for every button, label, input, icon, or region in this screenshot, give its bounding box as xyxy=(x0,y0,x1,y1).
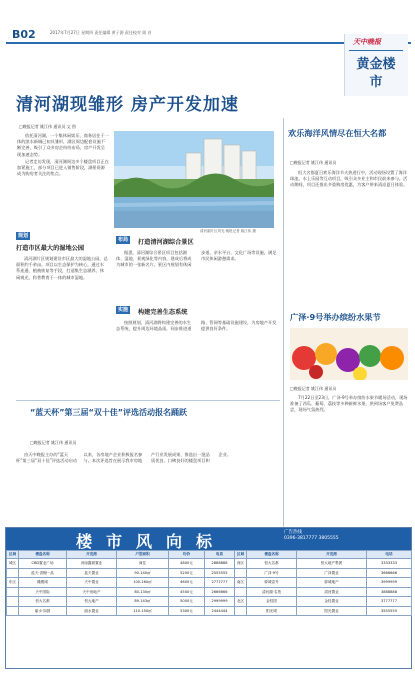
table-cell: 4800元 xyxy=(169,559,205,569)
implement-paragraph: 按照规划，清河湖将构建完善的水生态系统，提升周边环境品质，同步推进道路、管网等基础设施建设，为房地产开发提供良好条件。 xyxy=(116,320,277,332)
issue-meta: 2017年7月27日 星期四 责任编辑 黄子源 责任校对 阅 音 xyxy=(50,30,152,35)
market-ad xyxy=(5,527,412,669)
table-cell: 丽水·如园 xyxy=(19,606,67,616)
ad-phone-label: 广告热线 xyxy=(284,530,302,535)
main-byline: □晚报记者 姚江伟 通讯员 文 图 xyxy=(19,124,76,129)
table-cell: 4600元 xyxy=(169,578,205,588)
plan-paragraph: 清河湖片区规划建设市区最大的湿地公园，总面积约千余亩。项目以生态保护为核心，通过水系连通、植被恢复等手段，打造集生态涵养、休闲观光、科普教育于一体的城市湿地。 xyxy=(16,256,108,280)
table-cell: 90-140㎡ xyxy=(117,568,169,578)
table-cell: 2888888 xyxy=(205,559,235,569)
table-cell: 东区 xyxy=(7,578,19,588)
table-cell: 广泽置业 xyxy=(297,568,367,578)
table-header-cell: 电话 xyxy=(367,551,412,559)
lead-paragraph: 记者走访发现，清河湖周边多个楼盘项目正在加紧施工，部分项目已进入销售阶段，湖景资源成为购房者关注的焦点。 xyxy=(17,158,109,177)
table-cell: 2999999 xyxy=(205,597,235,607)
table-cell xyxy=(235,568,247,578)
ad-phone-block xyxy=(284,530,339,542)
table-cell: 阳光置业 xyxy=(297,606,367,616)
right-story2-text xyxy=(290,395,408,525)
table-cell: 2777777 xyxy=(205,578,235,588)
right-story1-byline: □晚报记者 姚江伟 通讯员 xyxy=(290,160,337,165)
table-cell: 5300元 xyxy=(169,606,205,616)
table-cell: 80-130㎡ xyxy=(117,587,169,597)
table-header-cell: 区域 xyxy=(7,551,19,559)
table-cell: 天中国际 xyxy=(19,587,67,597)
table-cell: 橄榄城 xyxy=(19,578,67,588)
main-headline: 清河湖现雏形 房产开发加速 xyxy=(16,95,239,115)
table-header-cell: 楼盘名称 xyxy=(19,551,67,559)
newspaper-logo: 天中晚报 xyxy=(353,37,381,46)
lake-photo xyxy=(114,131,274,228)
table-row xyxy=(7,606,412,616)
table-row xyxy=(7,568,412,578)
table-cell xyxy=(7,597,19,607)
brand-divider xyxy=(349,50,403,51)
table-cell: 3333333 xyxy=(367,559,412,569)
table-row xyxy=(7,559,412,569)
table-cell: 丽水置业 xyxy=(67,606,117,616)
right-story1-text xyxy=(290,170,408,280)
table-cell: 4500元 xyxy=(169,587,205,597)
table-cell xyxy=(7,568,19,578)
table-cell: 城区 xyxy=(7,559,19,569)
page-code: B02 xyxy=(12,28,36,41)
section-brand xyxy=(344,34,408,96)
table-cell: 阳光城 xyxy=(247,606,297,616)
table-header-cell: 户型面积 xyxy=(117,551,169,559)
right-story1-title: 欢乐海洋风情尽在恒大名都 xyxy=(288,128,387,138)
table-cell: 恒大地产 xyxy=(67,597,117,607)
table-cell: 驿城壹号 xyxy=(247,578,297,588)
column-divider xyxy=(283,118,284,554)
story1-paragraph: 恒大名都夏日欢乐海洋节火热进行中，活动现场设置了海洋球池、水上乐园等互动项目，吸引众多业主和市民前来参与。活动期间，项目还推出多重购房优惠，为客户带来清凉夏日体验。 xyxy=(290,170,408,188)
table-header-row xyxy=(7,551,412,559)
table-cell: 金桂置业 xyxy=(297,597,367,607)
table-cell: 驿城地产 xyxy=(297,578,367,588)
table-cell: 3777777 xyxy=(367,597,412,607)
lead-paragraph: 依托清河湖，一个集休闲娱乐、商务居住于一体的滨水新城已初具雏形，湖区周边配套设施不断完善，吸引了众多房企纷纷布局，房产开发呈现加速态势。 xyxy=(17,133,109,157)
table-cell: 5000元 xyxy=(169,597,205,607)
table-cell: 南区 xyxy=(235,578,247,588)
table-cell: 5200元 xyxy=(169,568,205,578)
ad-phone: 0396-3817777 3805555 xyxy=(284,536,339,541)
table-body xyxy=(7,559,412,616)
table-header-cell: 开发商 xyxy=(297,551,367,559)
table-cell: 恒大名都 xyxy=(247,559,297,569)
bottom-paragraph: 由天中晚报主办的“蓝天杯”第三届“双十佳”评选活动启动以来，各房地产企业积极报名参与。本次评选旨在展示我市房地产行业发展成果，推选出一批品质优良、口碑良好的楼盘项目和企业。 xyxy=(16,452,232,464)
table-cell: 恒大地产集团 xyxy=(297,559,367,569)
table-cell: 89-143㎡ xyxy=(117,597,169,607)
table-cell: 广泽·9号 xyxy=(247,568,297,578)
section-tag-implement: 实施 xyxy=(118,307,129,313)
ad-banner xyxy=(6,528,411,550)
table-cell: 100-160㎡ xyxy=(117,578,169,588)
table-cell: 3888888 xyxy=(367,587,412,597)
table-cell: 恒大名都 xyxy=(19,597,67,607)
fruit-photo xyxy=(290,328,408,380)
table-cell: 蓝天置业 xyxy=(67,568,117,578)
story2-paragraph: 7月22日至23日，广泽·9号举办缤纷水果节暖场活动，现场准备了西瓜、葡萄、荔枝等多种新鲜水果，供到场客户免费品尝，现场气氛热烈。 xyxy=(290,395,408,413)
table-cell xyxy=(7,606,19,616)
table-row xyxy=(7,578,412,588)
section-tag-layout: 布局 xyxy=(118,237,129,243)
table-cell: 2555555 xyxy=(205,568,235,578)
table-cell: 3666666 xyxy=(367,568,412,578)
right-story2-title: 广泽·9号举办缤纷水果节 xyxy=(290,312,381,322)
table-cell: 金桂园 xyxy=(247,597,297,607)
bottom-divider xyxy=(16,400,280,401)
table-cell: CBD置业广场 xyxy=(19,559,67,569)
table-cell: 商住 xyxy=(117,559,169,569)
table-row xyxy=(7,597,412,607)
layout-subhead: 打造清河湖综合景区 xyxy=(138,239,194,246)
table-cell: 3999999 xyxy=(367,578,412,588)
table-cell: 110-150㎡ xyxy=(117,606,169,616)
table-cell: 清河置业 xyxy=(297,587,367,597)
table-cell: 北区 xyxy=(235,597,247,607)
implement-subhead: 构建完善生态系统 xyxy=(138,309,188,316)
table-header-cell: 均价 xyxy=(169,551,205,559)
layout-paragraph: 据悉，清河湖综合景区项目包括湖体、湿地、景观绿化等内容，建成后将成为城市的一张新名片。景区内规划有休闲步道、亲水平台、文化广场等设施，满足市民休闲游憩需求。 xyxy=(116,250,277,268)
table-cell: 河南鑫源置业 xyxy=(67,559,117,569)
table-header-cell: 开发商 xyxy=(67,551,117,559)
listing-table xyxy=(6,550,412,616)
table-cell: 2444444 xyxy=(205,606,235,616)
layout-text xyxy=(116,250,280,302)
implement-text xyxy=(116,320,280,380)
main-lead xyxy=(17,133,109,225)
table-cell: 2666666 xyxy=(205,587,235,597)
table-cell: 3555555 xyxy=(367,606,412,616)
right-story2-byline: □晚报记者 姚江伟 通讯员 xyxy=(290,386,337,391)
photo-caption: 清河湖片区风光 晚报记者 姚江伟 摄 xyxy=(200,229,256,233)
table-cell xyxy=(235,587,247,597)
section-name: 黄金楼市 xyxy=(356,57,396,90)
table-cell: 天中房地产 xyxy=(67,587,117,597)
section-tag-plan: 规划 xyxy=(18,233,29,239)
table-header-cell: 电话 xyxy=(205,551,235,559)
table-row xyxy=(7,587,412,597)
bottom-story-title: “蓝天杯”第三届“双十佳”评选活动报名踊跃 xyxy=(30,408,188,417)
bottom-story-text xyxy=(16,452,280,522)
table-cell: 蓝天·香榭一品 xyxy=(19,568,67,578)
ad-title: 楼市风向标 xyxy=(76,532,227,551)
table-cell: 清河湖·名苑 xyxy=(247,587,297,597)
table-cell xyxy=(235,606,247,616)
table-header-cell: 区域 xyxy=(235,551,247,559)
plan-subhead: 打造市区最大的湿地公园 xyxy=(16,245,85,252)
plan-text xyxy=(16,256,108,380)
table-cell: 西区 xyxy=(235,559,247,569)
table-cell xyxy=(7,587,19,597)
table-header-cell: 楼盘名称 xyxy=(247,551,297,559)
table-cell: 天中置业 xyxy=(67,578,117,588)
bottom-story-byline: □晚报记者 姚江伟 通讯员 xyxy=(30,440,77,445)
